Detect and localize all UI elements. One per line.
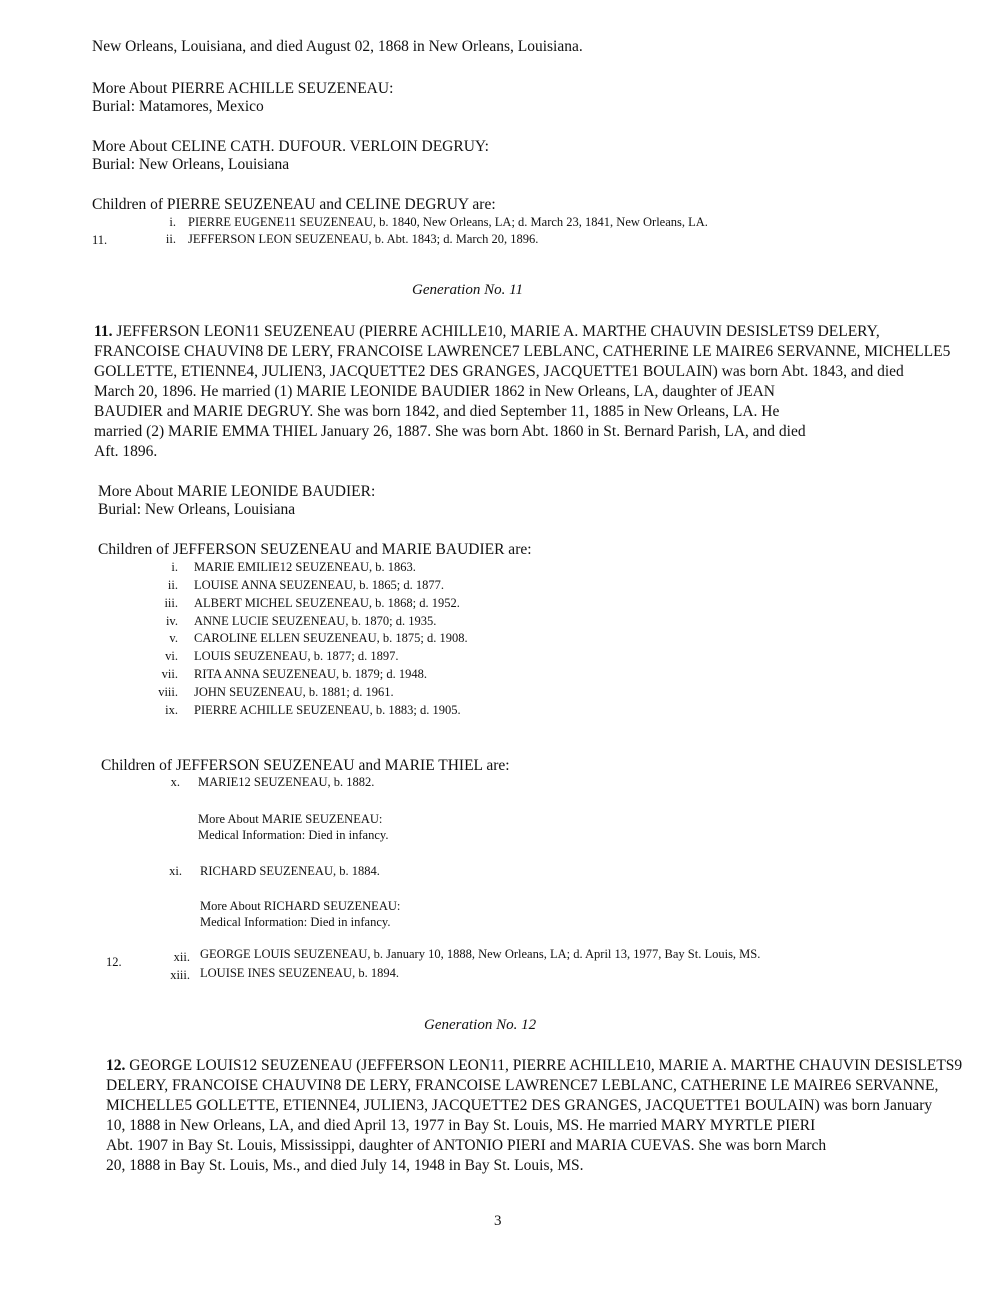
paragraph-line: Abt. 1907 in Bay St. Louis, Mississippi, daughter of ANTONIO PIERI and MARIA CUEVAS. She was born March — [106, 1137, 827, 1154]
generation-heading: Generation No. 12 — [424, 1017, 537, 1033]
person-number: 12. — [106, 1057, 126, 1074]
child-entry: JEFFERSON LEON SEUZENEAU, b. Abt. 1843; d. March 20, 1896. — [188, 232, 539, 246]
about-heading: More About MARIE SEUZENEAU: — [198, 812, 383, 826]
paragraph-line: March 20, 1896. He married (1) MARIE LEONIDE BAUDIER 1862 in New Orleans, LA, daughter of JEAN — [94, 383, 775, 400]
child-entry: LOUIS SEUZENEAU, b. 1877; d. 1897. — [194, 649, 399, 663]
paragraph-line: FRANCOISE CHAUVIN8 DE LERY, FRANCOISE LAWRENCE7 LEBLANC, CATHERINE LE MAIRE6 SERVANNE, MICHELLE5 — [94, 343, 951, 360]
paragraph-line: 20, 1888 in Bay St. Louis, Ms., and died July 14, 1948 in Bay St. Louis, MS. — [106, 1157, 584, 1174]
child-entry: ALBERT MICHEL SEUZENEAU, b. 1868; d. 1952. — [194, 596, 460, 610]
child-ref-number: 12. — [106, 955, 122, 969]
paragraph-line: GOLLETTE, ETIENNE4, JULIEN3, JACQUETTE2 DES GRANGES, JACQUETTE1 BOULAIN) was born Abt. 1843, and died — [94, 363, 904, 380]
child-entry: RITA ANNA SEUZENEAU, b. 1879; d. 1948. — [194, 667, 428, 681]
about-heading: More About CELINE CATH. DUFOUR. VERLOIN DEGRUY: — [92, 138, 489, 155]
paragraph-line: GEORGE LOUIS12 SEUZENEAU (JEFFERSON LEON11, PIERRE ACHILLE10, MARIE A. MARTHE CHAUVIN DESISLETS9 — [129, 1057, 963, 1074]
person-paragraph — [106, 1056, 962, 1176]
children-heading: Children of JEFFERSON SEUZENEAU and MARIE THIEL are: — [101, 757, 510, 774]
children-heading: Children of JEFFERSON SEUZENEAU and MARIE BAUDIER are: — [98, 541, 532, 558]
child-numeral: xii. — [173, 950, 190, 964]
child-numeral: vi. — [165, 649, 178, 663]
child-entry: GEORGE LOUIS SEUZENEAU, b. January 10, 1888, New Orleans, LA; d. April 13, 1977, Bay St. Louis, MS. — [200, 947, 761, 961]
child-numeral: x. — [170, 775, 180, 789]
child-numeral: iii. — [164, 596, 178, 610]
about-heading: More About RICHARD SEUZENEAU: — [200, 899, 401, 913]
child-entry: LOUISE ANNA SEUZENEAU, b. 1865; d. 1877. — [194, 578, 444, 592]
child-numeral: i. — [169, 215, 176, 229]
person-number: 11. — [94, 323, 113, 340]
child-entry: MARIE12 SEUZENEAU, b. 1882. — [198, 775, 375, 789]
paragraph-line: JEFFERSON LEON11 SEUZENEAU (PIERRE ACHILLE10, MARIE A. MARTHE CHAUVIN DESISLETS9 DELERY, — [116, 323, 880, 340]
child-entry: CAROLINE ELLEN SEUZENEAU, b. 1875; d. 1908. — [194, 631, 468, 645]
generation-heading: Generation No. 11 — [412, 282, 523, 298]
paragraph-line: MICHELLE5 GOLLETTE, ETIENNE4, JULIEN3, JACQUETTE2 DES GRANGES, JACQUETTE1 BOULAIN) was born January — [106, 1097, 933, 1114]
child-entry: RICHARD SEUZENEAU, b. 1884. — [200, 864, 380, 878]
continuation-line: New Orleans, Louisiana, and died August 02, 1868 in New Orleans, Louisiana. — [92, 38, 583, 55]
about-value: Burial: Matamores, Mexico — [92, 98, 264, 115]
child-entry: MARIE EMILIE12 SEUZENEAU, b. 1863. — [194, 560, 416, 574]
child-entry: PIERRE ACHILLE SEUZENEAU, b. 1883; d. 1905. — [194, 703, 461, 717]
child-entry: ANNE LUCIE SEUZENEAU, b. 1870; d. 1935. — [194, 614, 437, 628]
paragraph-line: 10, 1888 in New Orleans, LA, and died April 13, 1977 in Bay St. Louis, MS. He married MARY MYRTLE PIERI — [106, 1117, 816, 1134]
child-numeral: viii. — [158, 685, 178, 699]
child-numeral: ii. — [167, 578, 178, 592]
child-ref-number: 11. — [92, 233, 108, 247]
person-paragraph — [94, 322, 950, 462]
child-numeral: i. — [171, 560, 178, 574]
child-numeral: v. — [169, 631, 178, 645]
paragraph-line: BAUDIER and MARIE DEGRUY. She was born 1842, and died September 11, 1885 in New Orleans, LA. He — [94, 403, 780, 420]
child-numeral: xiii. — [170, 968, 190, 982]
about-value: Burial: New Orleans, Louisiana — [92, 156, 290, 173]
about-value: Medical Information: Died in infancy. — [198, 828, 389, 842]
children-heading: Children of PIERRE SEUZENEAU and CELINE DEGRUY are: — [92, 196, 496, 213]
about-heading: More About PIERRE ACHILLE SEUZENEAU: — [92, 80, 394, 97]
child-numeral: iv. — [165, 614, 178, 628]
about-value: Burial: New Orleans, Louisiana — [98, 501, 296, 518]
child-entry: LOUISE INES SEUZENEAU, b. 1894. — [200, 966, 399, 980]
paragraph-line: married (2) MARIE EMMA THIEL January 26, 1887. She was born Abt. 1860 in St. Bernard Parish, LA, and died — [94, 423, 806, 440]
child-entry: PIERRE EUGENE11 SEUZENEAU, b. 1840, New Orleans, LA; d. March 23, 1841, New Orleans, LA. — [188, 215, 708, 229]
paragraph-line: Aft. 1896. — [94, 443, 158, 460]
page-number: 3 — [494, 1213, 502, 1229]
child-numeral: vii. — [161, 667, 178, 681]
child-numeral: xi. — [169, 864, 182, 878]
child-entry: JOHN SEUZENEAU, b. 1881; d. 1961. — [194, 685, 394, 699]
child-numeral: ix. — [165, 703, 178, 717]
child-numeral: ii. — [165, 232, 176, 246]
about-value: Medical Information: Died in infancy. — [200, 915, 391, 929]
paragraph-line: DELERY, FRANCOISE CHAUVIN8 DE LERY, FRANCOISE LAWRENCE7 LEBLANC, CATHERINE LE MAIRE6 SERVANNE, — [106, 1077, 939, 1094]
about-heading: More About MARIE LEONIDE BAUDIER: — [98, 483, 376, 500]
